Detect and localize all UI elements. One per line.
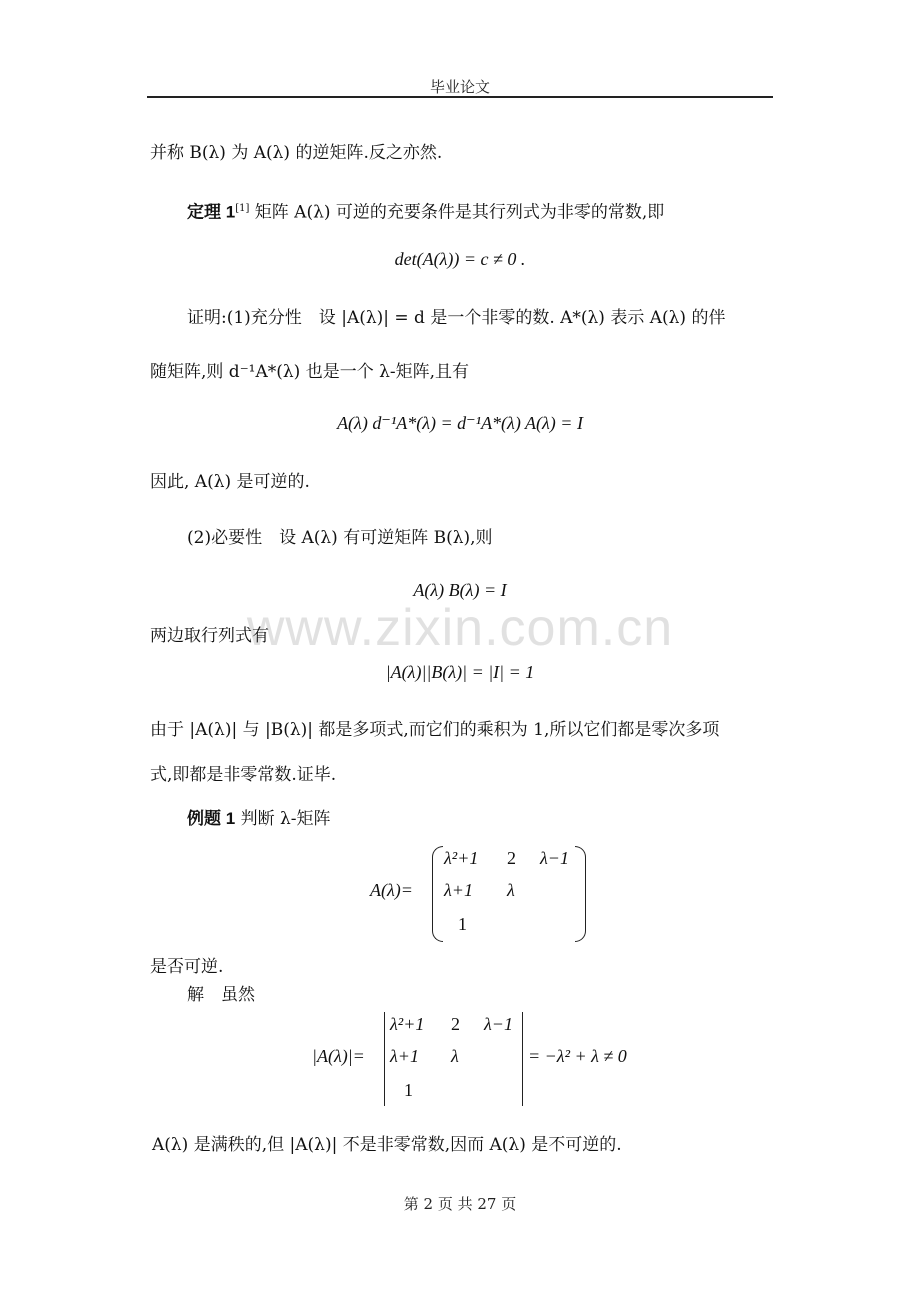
text-line: A(λ) 是满秩的,但 |A(λ)| 不是非零常数,因而 A(λ) 是不可逆的. (152, 1135, 622, 1155)
page-number-footer: 第 2 页 共 27 页 (403, 1195, 517, 1213)
determinant-cell: 1 (404, 1080, 413, 1100)
determinant-cell: 2 (451, 1014, 460, 1034)
theorem-label: 定理 1 (187, 202, 236, 222)
example-text: 判断 λ-矩阵 (240, 809, 331, 829)
determinant-cell: λ (451, 1046, 459, 1066)
text-line: 因此, A(λ) 是可逆的. (150, 472, 310, 492)
citation-ref: [1] (235, 203, 250, 214)
matrix-cell: λ−1 (540, 848, 569, 868)
text-line: 两边取行列式有 (150, 626, 269, 646)
text-line: 并称 B(λ) 为 A(λ) 的逆矩阵.反之亦然. (150, 143, 443, 163)
example-line (187, 807, 331, 831)
matrix-cell: 2 (507, 848, 516, 868)
determinant-bar-left (384, 1012, 385, 1106)
matrix-lhs: A(λ)= (370, 880, 413, 900)
text-line: 由于 |A(λ)| 与 |B(λ)| 都是多项式,而它们的乘积为 1,所以它们都是零次多项 (150, 720, 720, 740)
matrix-cell: λ+1 (444, 880, 473, 900)
determinant-cell: λ+1 (390, 1046, 419, 1066)
text-line: 解 虽然 (187, 985, 255, 1005)
determinant-equation: |A(λ)||B(λ)| = |I| = 1 (385, 662, 535, 682)
lambda-determinant (390, 1014, 520, 1110)
proof-line-2: 随矩阵,则 d⁻¹A*(λ) 也是一个 λ-矩阵,且有 (150, 362, 470, 382)
text-line: (2)必要性 设 A(λ) 有可逆矩阵 B(λ),则 (187, 528, 493, 548)
matrix-cell: λ (507, 880, 515, 900)
determinant-cell: λ−1 (484, 1014, 513, 1034)
page-header-title: 毕业论文 (429, 78, 490, 96)
header-rule (147, 96, 773, 98)
matrix-cell: 1 (458, 914, 467, 934)
det-equation: det(A(λ)) = c ≠ 0 . (394, 249, 526, 269)
lambda-matrix (444, 848, 584, 944)
theorem-line (187, 197, 664, 225)
example-label: 例题 1 (187, 809, 236, 828)
text-line: 是否可逆. (150, 957, 224, 977)
determinant-lhs: |A(λ)|= (312, 1046, 365, 1066)
left-parenthesis (432, 846, 443, 942)
proof-line-1: 证明:(1)充分性 设 |A(λ)| = d 是一个非零的数. A*(λ) 表示 A(λ) 的伴 (187, 308, 726, 328)
watermark-text: www.zixin.com.cn (246, 599, 674, 657)
theorem-text: 矩阵 A(λ) 可逆的充要条件是其行列式为非零的常数,即 (254, 202, 665, 223)
product-equation: A(λ) B(λ) = I (413, 580, 507, 600)
matrix-cell: λ²+1 (444, 848, 479, 868)
determinant-bar-right (522, 1012, 523, 1106)
determinant-rhs: = −λ² + λ ≠ 0 (528, 1046, 627, 1066)
inverse-equation: A(λ) d⁻¹A*(λ) = d⁻¹A*(λ) A(λ) = I (337, 413, 583, 433)
text-line: 式,即都是非零常数.证毕. (150, 765, 337, 785)
determinant-cell: λ²+1 (390, 1014, 425, 1034)
